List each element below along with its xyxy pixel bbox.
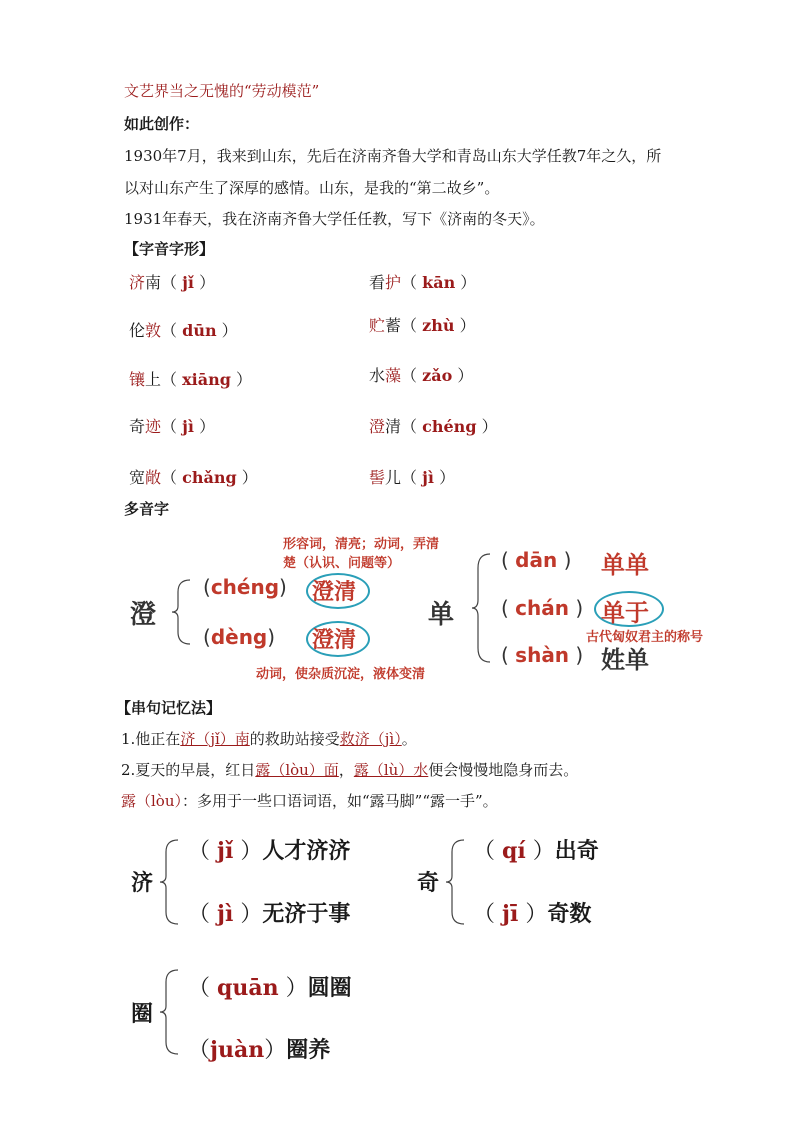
intro-title: 文艺界当之无愧的“劳动模范” xyxy=(124,82,320,100)
qi-row1-word: 出奇 xyxy=(554,838,599,864)
section-memory: 【串句记忆法】 xyxy=(116,699,222,717)
dan-row3: ( shàn ) xyxy=(501,643,584,667)
brace-icon xyxy=(158,838,182,926)
intro-para1b: 以对山东产生了深厚的感情。山东，是我的“第二故乡”。 xyxy=(124,179,500,197)
cheng-row1-pinyin: chéng xyxy=(210,575,280,599)
text: 2.夏天的早晨，红日 xyxy=(121,761,256,779)
qi-row2-pinyin: jī xyxy=(502,901,519,927)
vocab-char-b: 敞 xyxy=(145,468,162,487)
section-polyphone: 多音字 xyxy=(124,500,170,518)
vocab-char-b: 蓄 xyxy=(385,316,402,335)
quan-row2-pinyin: juàn xyxy=(210,1037,265,1063)
text: 的救助站接受 xyxy=(249,730,340,748)
vocab-char-b: 藻 xyxy=(385,366,402,385)
dan-row2-pinyin: chán xyxy=(515,596,569,620)
brace-icon xyxy=(470,552,494,664)
vocab-item: 奇迹（ jì ） xyxy=(129,417,216,436)
vocab-char-a: 澄 xyxy=(369,417,386,436)
cheng-char: 澄 xyxy=(130,600,157,630)
dan-row2-word: 单于 xyxy=(601,599,649,627)
quan-row1-word: 圆圈 xyxy=(307,975,352,1001)
text: 。 xyxy=(401,730,417,748)
cheng-row1: (chéng) xyxy=(203,575,287,599)
cheng-row2: (dèng) xyxy=(203,625,276,649)
vocab-item: 澄清（ chéng ） xyxy=(369,417,498,436)
vocab-char-b: 南 xyxy=(145,273,162,292)
intro-para1: 1930年7月，我来到山东，先后在济南齐鲁大学和青岛山东大学任教7年之久，所 xyxy=(124,147,662,165)
text: 露（lòu）面 xyxy=(255,761,339,779)
cheng-row2-pinyin: dèng xyxy=(210,625,268,649)
ji-row2-word: 无济于事 xyxy=(262,901,351,927)
text: 露（lòu） xyxy=(121,792,182,810)
vocab-char-a: 奇 xyxy=(129,417,146,436)
vocab-item: 伦敦（ dūn ） xyxy=(129,321,238,340)
vocab-pinyin: zǎo xyxy=(422,366,453,385)
quan-row2: （juàn）圈养 xyxy=(188,1037,331,1063)
vocab-pinyin: dūn xyxy=(182,321,217,340)
dan-row1-pinyin: dān xyxy=(515,548,558,572)
cheng-row1-word: 澄清 xyxy=(312,580,357,605)
vocab-pinyin: chǎng xyxy=(182,468,237,487)
cheng-note-top: 形容词，清亮；动词，弄清 xyxy=(283,537,440,552)
vocab-char-a: 看 xyxy=(369,273,386,292)
vocab-item: 宽敞（ chǎng ） xyxy=(129,468,258,487)
vocab-item: 贮蓄（ zhù ） xyxy=(369,316,476,335)
vocab-pinyin: jǐ xyxy=(182,273,194,292)
ji-row1-pinyin: jǐ xyxy=(217,838,234,864)
vocab-pinyin: jì xyxy=(422,468,434,487)
vocab-pinyin: xiāng xyxy=(182,370,231,389)
vocab-item: 看护（ kān ） xyxy=(369,273,477,292)
vocab-char-a: 镶 xyxy=(129,370,146,389)
vocab-item: 水藻（ zǎo ） xyxy=(369,366,474,385)
vocab-char-a: 贮 xyxy=(369,316,386,335)
dan-row2-note: 古代匈奴君主的称号 xyxy=(586,630,704,645)
intro-heading: 如此创作： xyxy=(124,115,200,133)
vocab-char-a: 伦 xyxy=(129,321,146,340)
dan-row3-word xyxy=(601,640,649,675)
text: 救济（jì） xyxy=(339,730,402,748)
vocab-item: 髻儿（ jì ） xyxy=(369,468,456,487)
quan-row1: （ quān ）圆圈 xyxy=(188,975,352,1001)
vocab-pinyin: kān xyxy=(422,273,456,292)
memory-sentence-1 xyxy=(121,728,417,749)
vocab-char-b: 护 xyxy=(385,273,402,292)
vocab-pinyin: jì xyxy=(182,417,194,436)
brace-icon xyxy=(444,838,468,926)
dan-row2: ( chán ) xyxy=(501,596,584,620)
memory-sentence-2 xyxy=(121,759,578,780)
intro-para2: 1931年春天，我在济南齐鲁大学任任教，写下《济南的冬天》。 xyxy=(124,210,545,228)
memory-note xyxy=(121,790,498,811)
vocab-char-a: 宽 xyxy=(129,468,146,487)
section-pronunciation: 【字音字形】 xyxy=(124,240,215,258)
brace-icon xyxy=(170,578,194,646)
dan-row3-word-text: 姓单 xyxy=(601,646,649,674)
ji-char: 济 xyxy=(131,870,154,896)
vocab-item: 济南（ jǐ ） xyxy=(129,273,216,292)
dan-row1-word: 单单 xyxy=(601,551,649,579)
qi-char: 奇 xyxy=(417,870,440,896)
qi-row1-pinyin: qí xyxy=(502,838,526,864)
vocab-char-a: 济 xyxy=(129,273,146,292)
vocab-char-b: 清 xyxy=(385,417,402,436)
ji-row2: （ jì ）无济于事 xyxy=(188,901,351,927)
vocab-item: 镶上（ xiāng ） xyxy=(129,370,253,389)
cheng-note-bottom: 动词，使杂质沉淀，液体变清 xyxy=(256,667,426,682)
vocab-char-b: 上 xyxy=(145,370,162,389)
vocab-char-b: 敦 xyxy=(145,321,162,340)
dan-row1: ( dān ) xyxy=(501,548,572,572)
text: 露（lù）水 xyxy=(353,761,429,779)
ji-row1-word: 人才济济 xyxy=(262,838,351,864)
text: 1.他正在 xyxy=(121,730,181,748)
vocab-char-b: 儿 xyxy=(385,468,402,487)
text: ， xyxy=(338,761,354,779)
qi-row1: （ qí ）出奇 xyxy=(473,838,599,864)
vocab-char-a: 髻 xyxy=(369,468,386,487)
cheng-row2-word: 澄清 xyxy=(312,628,357,653)
vocab-pinyin: chéng xyxy=(422,417,477,436)
vocab-char-b: 迹 xyxy=(145,417,162,436)
text: 便会慢慢地隐身而去。 xyxy=(428,761,579,779)
dan-row3-pinyin: shàn xyxy=(515,643,570,667)
text: 济（jǐ）南 xyxy=(180,730,250,748)
text: ：多用于一些口语词语，如“露马脚”“露一手”。 xyxy=(182,792,498,810)
brace-icon xyxy=(158,968,182,1056)
qi-row2-word: 奇数 xyxy=(547,901,592,927)
qi-row2: （ jī ）奇数 xyxy=(473,901,592,927)
quan-row1-pinyin: quān xyxy=(217,975,279,1001)
ji-row2-pinyin: jì xyxy=(217,901,234,927)
ji-row1: （ jǐ ）人才济济 xyxy=(188,838,351,864)
quan-char: 圈 xyxy=(131,1001,154,1027)
vocab-char-a: 水 xyxy=(369,366,386,385)
quan-row2-word: 圈养 xyxy=(286,1037,331,1063)
vocab-pinyin: zhù xyxy=(422,316,455,335)
cheng-note-top-2: 楚（认识、问题等） xyxy=(283,556,401,571)
dan-char: 单 xyxy=(428,600,455,630)
